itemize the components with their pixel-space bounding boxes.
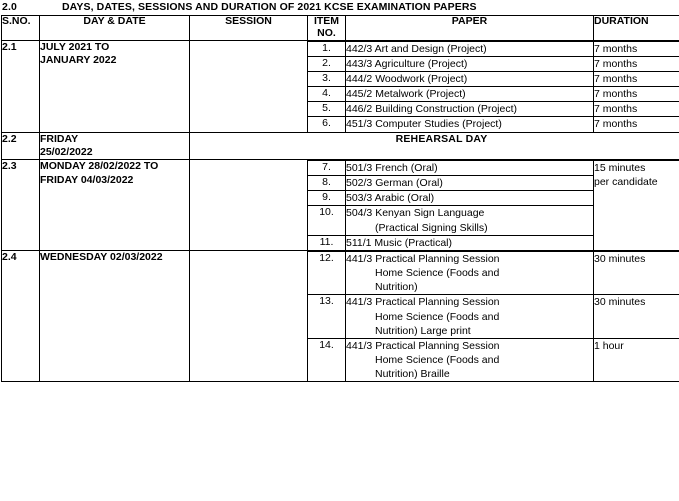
paper-title: 502/3 German (Oral) (346, 176, 594, 191)
paper-line3: Nutrition) (375, 281, 418, 294)
section-session (190, 41, 308, 133)
paper-title: 451/3 Computer Studies (Project) (346, 117, 594, 132)
heading-text: DAYS, DATES, SESSIONS AND DURATION OF 2021 KCSE EXAMINATION PAPERS (62, 1, 477, 13)
item-number: 6. (308, 117, 346, 132)
duration-line2: per candidate (594, 176, 658, 189)
paper-title: 511/1 Music (Practical) (346, 235, 594, 251)
item-number: 12. (308, 251, 346, 295)
item-number: 5. (308, 102, 346, 117)
paper-duration: 7 months (594, 102, 679, 117)
section-session (190, 160, 308, 251)
column-header-item-no-line2: NO. (317, 26, 336, 39)
paper-duration: 7 months (594, 117, 679, 132)
table-row (2, 132, 679, 160)
table-header-row (2, 16, 679, 41)
day-date-line2: 25/02/2022 (40, 145, 93, 158)
paper-line3: Nutrition) Braille (375, 368, 450, 381)
section-sno: 2.4 (2, 251, 40, 382)
column-header-item-no (308, 16, 346, 41)
paper-line1: 441/3 Practical Planning Session (346, 339, 500, 352)
table-row (2, 41, 679, 57)
table-header (2, 16, 679, 41)
paper-line1: 441/3 Practical Planning Session (346, 296, 500, 309)
paper-duration: 7 months (594, 56, 679, 71)
column-header-item-no-line1: ITEM (313, 15, 340, 27)
item-number: 4. (308, 87, 346, 102)
paper-duration: 30 minutes (594, 251, 679, 295)
paper-title: 444/2 Woodwork (Project) (346, 71, 594, 86)
item-number: 13. (308, 295, 346, 339)
section-sno: 2.1 (2, 41, 40, 133)
table-row (2, 251, 679, 295)
paper-title (346, 338, 594, 382)
paper-line1: 441/3 Practical Planning Session (346, 252, 500, 265)
section-sno: 2.2 (2, 132, 40, 160)
paper-title: 443/3 Agriculture (Project) (346, 56, 594, 71)
item-number: 2. (308, 56, 346, 71)
column-header-day-date: DAY & DATE (40, 16, 190, 41)
paper-title: 446/2 Building Construction (Project) (346, 102, 594, 117)
paper-title: 442/3 Art and Design (Project) (346, 41, 594, 57)
column-header-duration: DURATION (594, 16, 679, 41)
section-day-date: WEDNESDAY 02/03/2022 (40, 251, 190, 382)
paper-duration (594, 160, 679, 251)
day-date-line1: FRIDAY (40, 132, 79, 145)
day-date-line1: JULY 2021 TO (40, 41, 110, 53)
paper-title (346, 251, 594, 295)
paper-title: 503/3 Arabic (Oral) (346, 191, 594, 206)
day-date-line1: MONDAY 28/02/2022 TO (40, 160, 159, 173)
day-date-line2: JANUARY 2022 (40, 54, 117, 67)
paper-title: 501/3 French (Oral) (346, 160, 594, 176)
paper-line2: Home Science (Foods and (375, 267, 500, 280)
section-day-date (40, 160, 190, 251)
paper-line3: Nutrition) Large print (375, 324, 471, 337)
day-date-line2: FRIDAY 04/03/2022 (40, 173, 134, 186)
section-day-date (40, 132, 190, 160)
paper-duration: 1 hour (594, 338, 679, 382)
paper-line2: Home Science (Foods and (375, 310, 500, 323)
paper-title (346, 295, 594, 339)
section-day-date (40, 41, 190, 133)
paper-title: 445/2 Metalwork (Project) (346, 87, 594, 102)
column-header-sno: S.NO. (2, 16, 40, 41)
paper-duration: 7 months (594, 87, 679, 102)
item-number: 11. (308, 235, 346, 251)
item-number: 1. (308, 41, 346, 57)
paper-duration: 30 minutes (594, 295, 679, 339)
item-number: 8. (308, 176, 346, 191)
item-number: 3. (308, 71, 346, 86)
paper-line2: Home Science (Foods and (375, 354, 500, 367)
column-header-session: SESSION (190, 16, 308, 41)
paper-line1: 504/3 Kenyan Sign Language (346, 207, 485, 220)
item-number: 10. (308, 206, 346, 235)
paper-line2: (Practical Signing Skills) (375, 221, 488, 234)
item-number: 9. (308, 191, 346, 206)
section-session (190, 251, 308, 382)
heading-number: 2.0 (2, 1, 17, 13)
column-header-paper: PAPER (346, 16, 594, 41)
rehearsal-day-label: REHEARSAL DAY (190, 132, 679, 160)
section-sno: 2.3 (2, 160, 40, 251)
table-row (2, 160, 679, 176)
duration-line1: 15 minutes (594, 161, 646, 174)
paper-title (346, 206, 594, 235)
document-heading (0, 0, 679, 15)
paper-duration: 7 months (594, 71, 679, 86)
exam-schedule-table (1, 15, 679, 382)
item-number: 14. (308, 338, 346, 382)
item-number: 7. (308, 160, 346, 176)
paper-duration: 7 months (594, 41, 679, 57)
